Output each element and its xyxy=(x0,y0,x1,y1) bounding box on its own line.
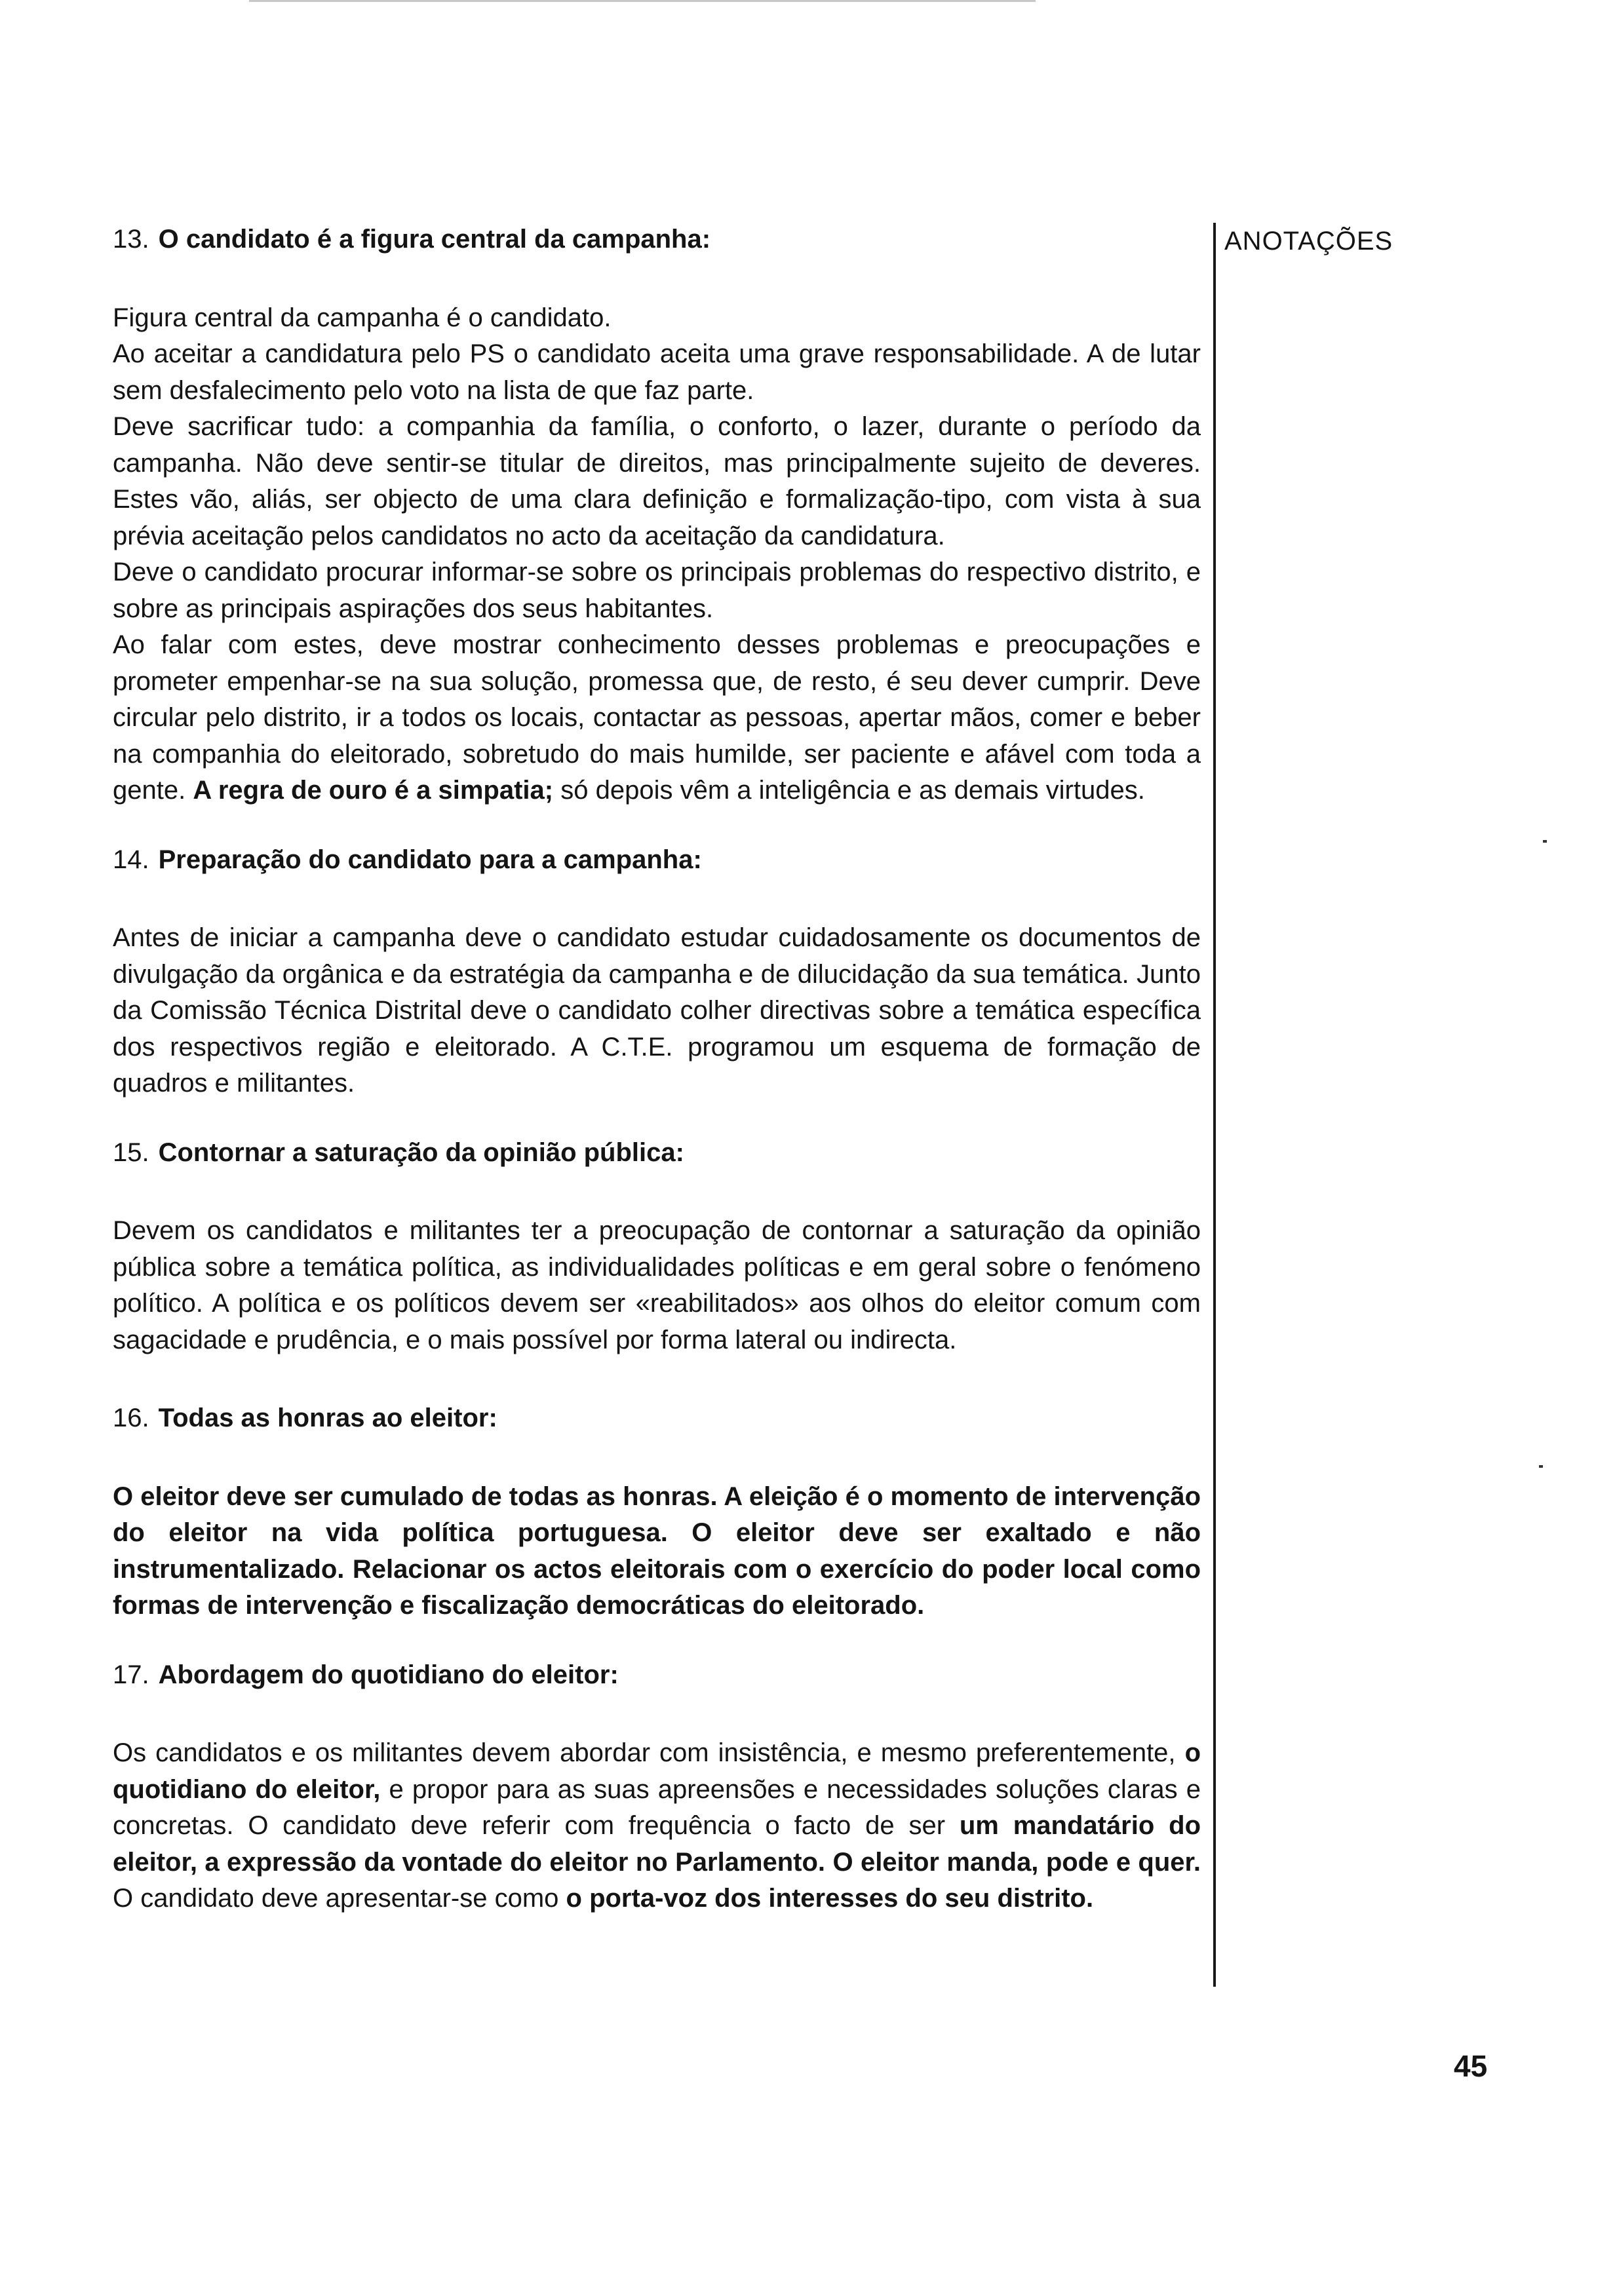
section-13-paragraph-5 xyxy=(113,627,1201,809)
section-16-paragraph-1: O eleitor deve ser cumulado de todas as honras. A eleição é o momento de intervenção do eleitor na vida política portuguesa. O eleitor deve ser exaltado e não instrumentalizado. Relacionar os actos eleitorais com o exercício do poder local como formas de intervenção e fiscalização democráticas do eleitorado. xyxy=(113,1482,1201,1620)
golden-rule-emphasis: A regra de ouro é a simpatia; xyxy=(193,776,554,805)
section-15-number: 15. xyxy=(113,1138,149,1167)
section-15-title: Contornar a saturação da opinião pública: xyxy=(158,1138,684,1167)
section-15-heading xyxy=(113,1135,1201,1172)
section-17-title: Abordagem do quotidiano do eleitor: xyxy=(158,1660,619,1689)
section-13-p5-text-a: Ao falar com estes, deve mostrar conhecimento desses problemas e preocupações e prometer empenhar-se na sua solução, promessa que, de resto, é seu dever cumprir. Deve circular pelo distrito, ir a todos os locais, contactar as pessoas, apertar mãos, comer e beber na companhia do eleitorado, sobretudo do mais humilde, ser paciente e afável com toda a gente. xyxy=(113,630,1201,805)
main-text-column xyxy=(113,221,1201,1917)
section-17-paragraph-1 xyxy=(113,1735,1201,1917)
section-14-title: Preparação do candidato para a campanha: xyxy=(158,845,702,874)
scan-top-edge xyxy=(249,0,1036,2)
notes-margin-rule xyxy=(1213,223,1216,1987)
section-14-paragraph-1: Antes de iniciar a campanha deve o candidato estudar cuidadosamente os documentos de divulgação da orgânica e da estratégia da campanha e de dilucidação da sua temática. Junto da Comissão Técnica Distrital deve o candidato colher directivas sobre a temática específica dos respectivos região e eleitorado. A C.T.E. programou um esquema de formação de quadros e militantes. xyxy=(113,923,1201,1098)
section-14-number: 14. xyxy=(113,845,149,874)
section-17-number: 17. xyxy=(113,1660,149,1689)
section-16-title: Todas as honras ao eleitor: xyxy=(158,1404,497,1432)
section-13-paragraph-4: Deve o candidato procurar informar-se sobre os principais problemas do respectivo distrito, e sobre as principais aspirações dos seus habitantes. xyxy=(113,558,1201,623)
notes-label: ANOTAÇÕES xyxy=(1224,227,1393,256)
section-13-number: 13. xyxy=(113,225,149,254)
section-13-paragraph-1: Figura central da campanha é o candidato. xyxy=(113,303,612,332)
mandatario-emphasis: um mandatário do eleitor, a expressão da vontade do eleitor no Parlamento. O eleitor manda, pode e quer. xyxy=(113,1811,1201,1877)
section-13-p5-text-b: só depois vêm a inteligência e as demais virtudes. xyxy=(553,776,1145,805)
porta-voz-emphasis: o porta-voz dos interesses do seu distrito. xyxy=(566,1884,1094,1913)
scan-speck xyxy=(1539,1465,1543,1468)
section-14-heading xyxy=(113,842,1201,879)
section-13-paragraph-3: Deve sacrificar tudo: a companhia da família, o conforto, o lazer, durante o período da campanha. Não deve sentir-se titular de direitos, mas principalmente sujeito de deveres. Estes vão, aliás, ser objecto de uma clara definição e formalização-tipo, com vista à sua prévia aceitação pelos candidatos no acto da aceitação da candidatura. xyxy=(113,412,1201,550)
section-13-heading xyxy=(113,221,1201,258)
page-number: 45 xyxy=(1454,2049,1488,2083)
section-17-text-b: e propor para as suas apreensões e necessidades soluções claras e concretas. O candidato deve referir com frequência o facto de ser xyxy=(113,1774,1201,1840)
section-15-paragraph-1: Devem os candidatos e militantes ter a preocupação de contornar a saturação da opinião pública sobre a temática política, as individualidades políticas e em geral sobre o fenómeno político. A política e os políticos devem ser «reabilitados» aos olhos do eleitor comum com sagacidade e prudência, e o mais possível por forma lateral ou indirecta. xyxy=(113,1216,1201,1354)
section-16-heading xyxy=(113,1400,1201,1437)
section-17-text-a: Os candidatos e os militantes devem abordar com insistência, e mesmo preferentemente, xyxy=(113,1738,1185,1767)
section-17-heading xyxy=(113,1657,1201,1694)
scan-speck xyxy=(1543,840,1547,843)
section-17-text-c: O candidato deve apresentar-se como xyxy=(113,1884,566,1913)
quotidiano-emphasis: o quotidiano do eleitor, xyxy=(113,1738,1201,1804)
section-16-number: 16. xyxy=(113,1404,149,1432)
section-13-paragraph-2: Ao aceitar a candidatura pelo PS o candidato aceita uma grave responsabilidade. A de lutar sem desfalecimento pelo voto na lista de que faz parte. xyxy=(113,339,1201,405)
section-13-title: O candidato é a figura central da campanha: xyxy=(158,225,711,254)
